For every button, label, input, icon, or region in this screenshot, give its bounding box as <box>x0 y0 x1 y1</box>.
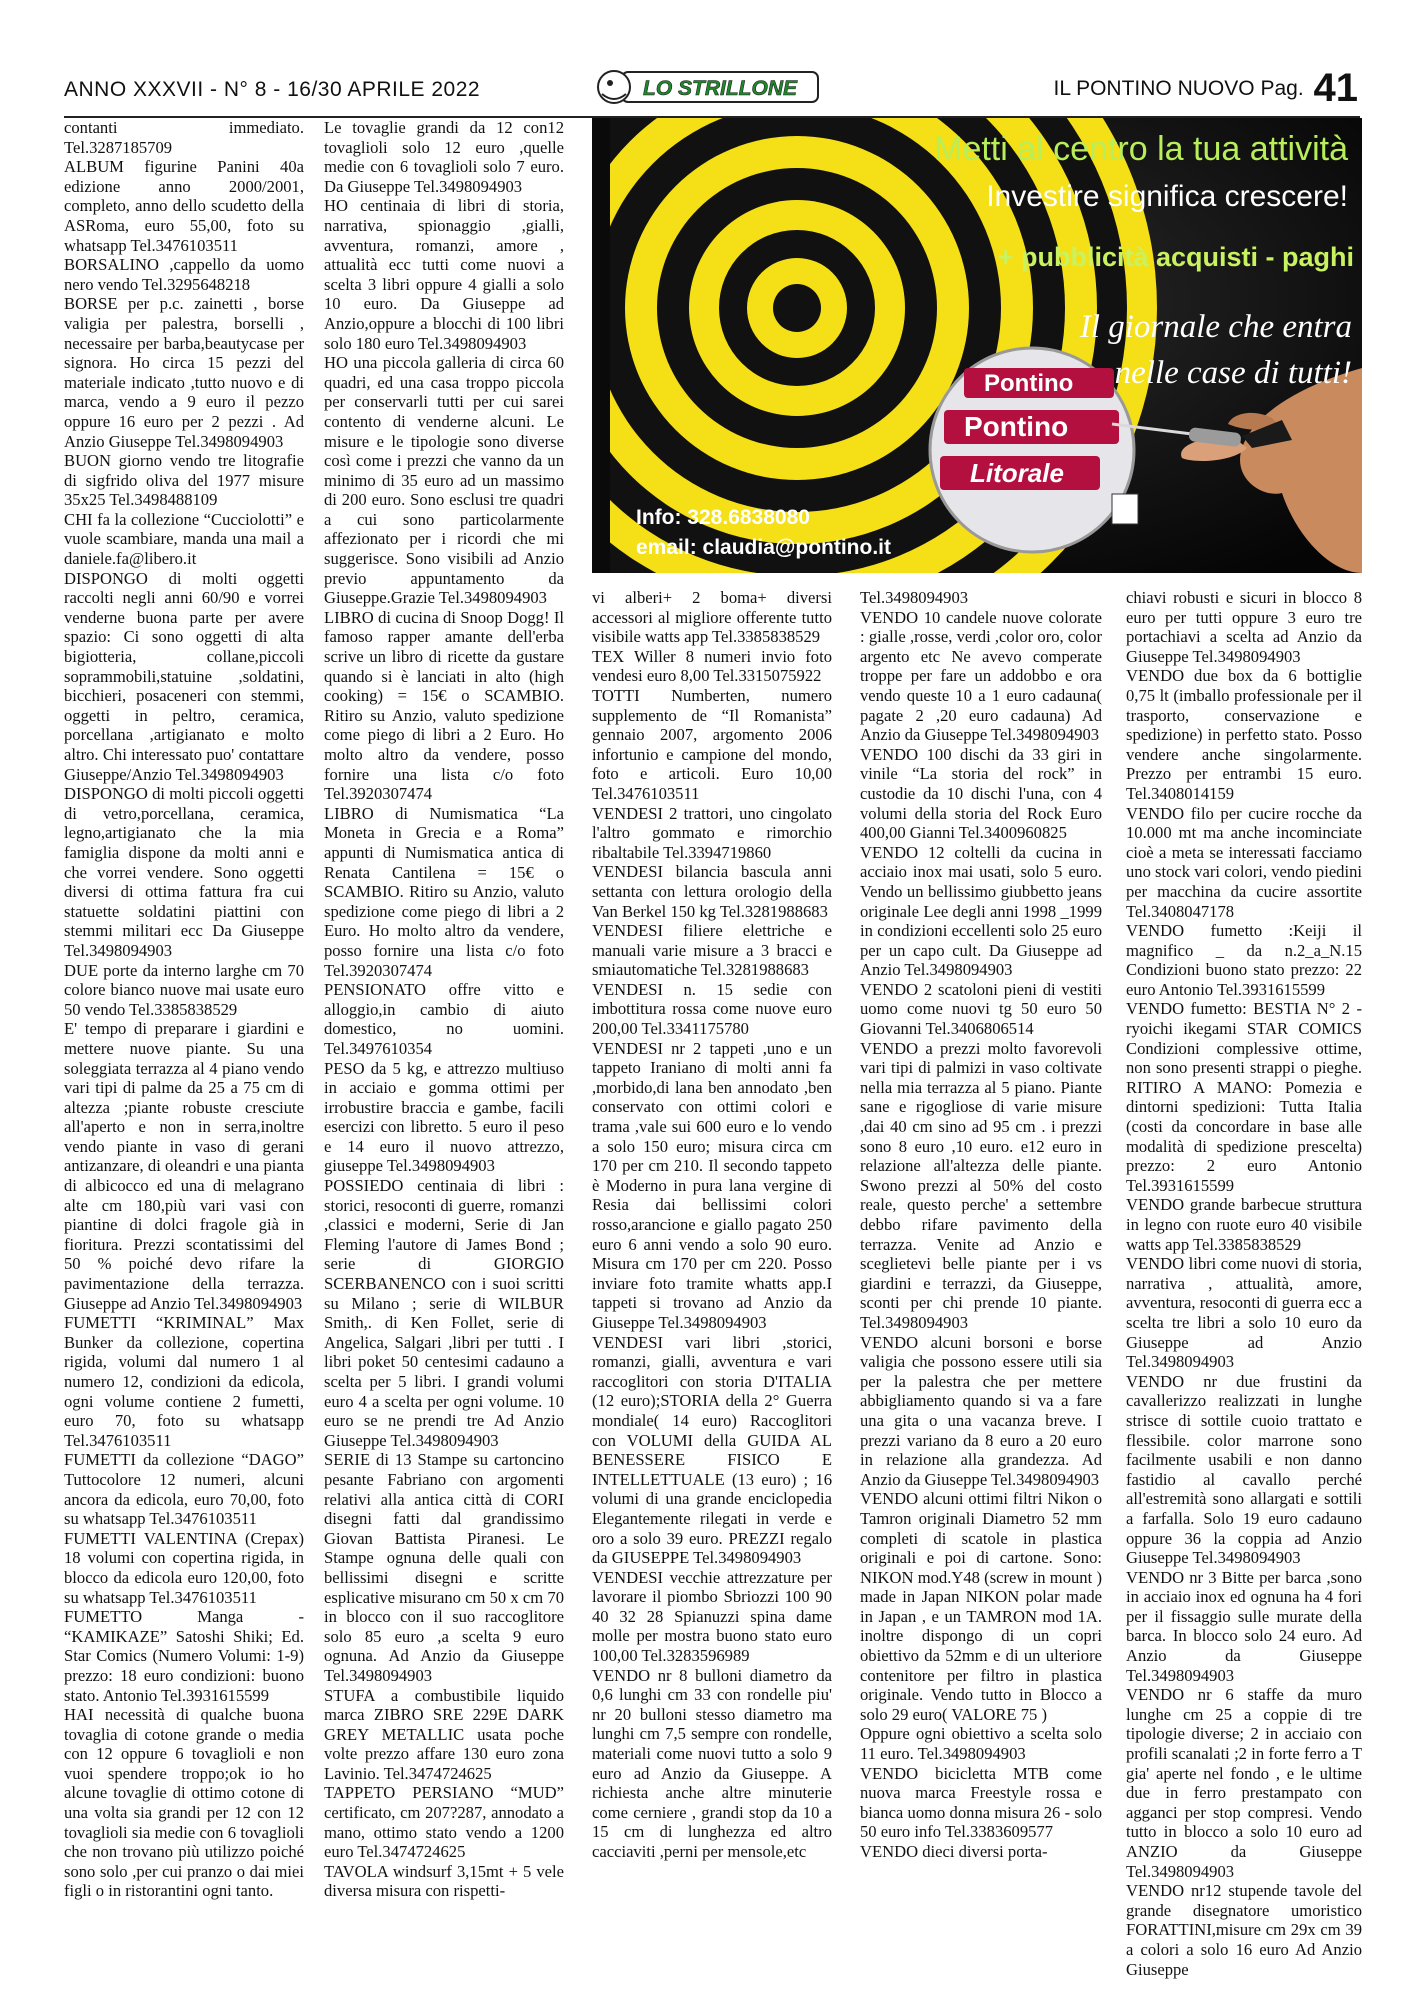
classified-ad: LIBRO di Numismatica “La Moneta in Grecia e a Roma” appunti di Numismatica antica di Renata Cantilena = 15€ o SCAMBIO. Ritiro su Anzio, valuto spedizione come piego di libri a 2 Euro. Ho molto altro da vendere, posso fornire una lista c/o foto Tel.3920307474 <box>324 803 564 980</box>
classifieds-column-1 <box>64 118 304 1901</box>
classifieds-column-4 <box>860 588 1102 1862</box>
classified-ad: VENDO a prezzi molto favorevoli vari tipi di palmizi in vaso coltivate nella mia terrazza al 5 piano. Piante sane e rigogliose di varie misure ,dai 40 cm sino ad 95 cm . i prezzi sono 8 euro ,10 euro. e12 euro in relazione all'altezza delle piante. Swono prezzi al 50% del costo reale, questo perche' a settembre debbo rifare pavimento della terrazza. Venite ad Anzio e sceglietevi belle piante per i vs giardini e terrazzi, da Giuseppe, sconti per chi prende 10 piante. Tel.3498094903 <box>860 1038 1102 1332</box>
classifieds-column-5 <box>1126 588 1362 1979</box>
classified-ad: ALBUM figurine Panini 40a edizione anno 2000/2001, completo, anno dello scudetto della ASRoma, euro 55,00, foto su whatsapp Tel.3476103511 <box>64 157 304 255</box>
classified-ad: DISPONGO di molti piccoli oggetti di vetro,porcellana, ceramica, legno,artigianato che la mia famiglia dispone da molti anni e che vorrei vendere. Sono oggetti diversi di ottima fattura fra cui statuette soldatini piattini con stemmi militari ecc Da Giuseppe Tel.3498094903 <box>64 784 304 960</box>
classified-ad: BUON giorno vendo tre litografie di sigfrido oliva del 1977 misure 35x25 Tel.3498488109 <box>64 451 304 510</box>
classified-ad: VENDO grande barbecue struttura in legno con ruote euro 40 visibile watts app Tel.3385838529 <box>1126 1195 1362 1254</box>
classified-ad: VENDESI vecchie attrezzature per lavorare il piombo Sbriozzi 100 90 40 32 28 Spianuzzi spina dame molle per mostra buono stato euro 100,00 Tel.3283596989 <box>592 1567 832 1666</box>
lo-strillone-logo <box>592 64 832 108</box>
classified-ad: DISPONGO di molti oggetti raccolti negli anni 60/90 e vorrei venderne buona parte per avere spazio: Ci sono oggetti di alta bigiotteria, collane,piccoli soprammobili,statuine ,soldatini, bicchieri, posaceneri con stemmi, oggetti in peltro, ceramica, porcellana ,artigianato e molto altro. Chi interessato puo' contattare Giuseppe/Anzio Tel.3498094903 <box>64 568 304 784</box>
classified-ad: VENDO nr 8 bulloni diametro da 0,6 lunghi cm 33 con rondelle piu' nr 20 bulloni stesso diametro ma lunghi cm 7,5 sempre con rondelle, materiali come nuovi tutto a solo 9 euro ad Anzio da Giuseppe. A richiesta anche altre minuterie come cerniere , grandi stop da 10 a 15 cm di lunghezza ed altro cacciaviti ,perni per mensole,etc <box>592 1665 832 1861</box>
classified-ad: FUMETTO Manga - “KAMIKAZE” Satoshi Shiki; Ed. Star Comics (Numero Volumi: 1-9) prezzo: 18 euro condizioni: buono stato. Antonio Tel.3931615599 <box>64 1607 304 1705</box>
classified-ad: BORSE per p.c. zainetti , borse valigia per palestra, borselli , necessaire per barba,beautycase per signora. Ho circa 15 pezzi del materiale indicato ,tutto nuovo e di marca, vendo a 9 euro il pezzo oppure 16 euro per 2 pezzi . Ad Anzio Giuseppe Tel.3498094903 <box>64 294 304 451</box>
page-label: Pag. <box>1260 77 1304 100</box>
classified-ad: Tel.3498094903 <box>860 588 969 607</box>
classified-ad: Le tovaglie grandi da 12 con12 tovaglioli solo 12 euro ,quelle medie con 6 tovaglioli solo 7 euro. Da Giuseppe Tel.3498094903 <box>324 118 564 196</box>
ad-headline: Metti al centro la tua attività <box>934 130 1348 168</box>
classified-ad: HAI necessità di qualche buona tovaglia di cotone grande o media con 12 oppure 6 tovaglioli e non vuoi spendere troppo;ok io ho alcune tovaglie di ottimo cotone di una volta sia grandi per 12 con 12 tovaglioli sia medie con 6 tovaglioli che non trovano più utilizzo poiché sono solo ,per cui pranzo o dai miei figli o in ristorantini ogni tanto. <box>64 1705 304 1901</box>
classified-ad: PESO da 5 kg, e attrezzo multiuso in acciaio e gomma ottimi per irrobustire braccia e gambe, facili esercizi con libretto. 5 euro il peso e 14 euro il nuovo attrezzo, giuseppe Tel.3498094903 <box>324 1058 564 1176</box>
classified-ad: VENDO fumetto :Keiji il magnifico _ da n.2_a_N.15 Condizioni buono stato prezzo: 22 euro Antonio Tel.3931615599 <box>1126 921 1362 999</box>
classified-ad: VENDO dieci diversi porta- <box>860 1842 1048 1861</box>
ad-paper-2: Pontino <box>964 411 1069 442</box>
classified-ad: E' tempo di preparare i giardini e mettere nuove piante. Su una soleggiata terrazza al 4 piano vendo vari tipi di palme da 25 a 75 cm di altezza ;piante robuste cresciute all'aperto e non in serra,inoltre vendo piante in vaso di gerani antizanzare, di oleandri e una pianta di albicocco ed una di melagrano alte cm 180,più vari vasi con piantine di dolci fragole già in fioritura. Prezzi scontatissimi del 50 % poiché devo rifare la pavimentazione della terrazza. Giuseppe ad Anzio Tel.3498094903 <box>64 1019 304 1313</box>
ad-slogan-line-2: nelle case di tutti! <box>1114 355 1352 391</box>
ad-subhead: Investire significa crescere! <box>986 180 1348 213</box>
classified-ad: TAPPETO PERSIANO “MUD” certificato, cm 207?287, annodato a mano, ottimo stato vendo a 1200 euro Tel.3474724625 <box>324 1783 564 1862</box>
classified-ad: DUE porte da interno larghe cm 70 colore bianco nuove mai usate euro 50 vendo Tel.3385838529 <box>64 960 304 1019</box>
classified-ad: VENDO nr 6 staffe da muro lunghe cm 25 a coppie di tre tipologie diverse; 2 in acciaio con profili scanalati ;2 in forte ferro a T gia' aperte nel fondo , e le ultime due in ferro prestampato con agganci per stop compresi. Vendo tutto in blocco a solo 10 euro ad ANZIO da Giuseppe Tel.3498094903 <box>1126 1685 1362 1881</box>
classified-ad: LIBRO di cucina di Snoop Dogg! Il famoso rapper amante dell'erba scrive un libro di ricette da gustare quando si è lanciati in alto (high cooking) = 15€ o SCAMBIO. Ritiro su Anzio, valuto spedizione come piego di libri a 2 Euro. Ho molto altro da vendere, posso fornire una lista c/o foto Tel.3920307474 <box>324 607 564 804</box>
classifieds-column-2 <box>324 118 564 1901</box>
classified-ad: contanti immediato. Tel.3287185709 <box>64 118 304 157</box>
classified-ad: SERIE di 13 Stampe su cartoncino pesante Fabriano con argomenti relativi alla antica città di CORI disegni fatti dal grandissimo Giovan Battista Piranesi. Le Stampe ognuna delle quali con bellissimi disegni e scritte esplicative misurano cm 50 x cm 70 in blocco con il suo raccoglitore solo 85 euro ,a scelta 9 euro ognuna. Ad Anzio da Giuseppe Tel.3498094903 <box>324 1450 564 1685</box>
classified-ad: CHI fa la collezione “Cucciolotti” e vuole scambiare, manda una mail a daniele.fa@libero.it <box>64 509 304 569</box>
ad-paper-1: Pontino <box>984 370 1074 397</box>
ad-email: email: claudia@pontino.it <box>636 536 891 559</box>
classified-ad: FUMETTI “KRIMINAL” Max Bunker da collezione, copertina rigida, volumi dal numero 1 al numero 12, condizioni da edicola, ogni volume contiene 2 fumetti, euro 70, foto su whatsapp Tel.3476103511 <box>64 1313 304 1450</box>
classified-ad: TOTTI Numberten, numero supplemento de “Il Romanista” gennaio 2007, argomento 2006 infortunio e campione del mondo, foto e articoli. Euro 10,00 Tel.3476103511 <box>592 685 832 803</box>
classified-ad: VENDO filo per cucire rocche da 10.000 mt ma anche incominciate cioè a meta se interessati facciamo uno stock vari colori, vendo piedini per macchina da cucire assortite Tel.3408047178 <box>1126 803 1362 921</box>
classified-ad: VENDO due box da 6 bottiglie 0,75 lt (imballo professionale per il trasporto, conservazione e spedizione) in perfetto stato. Posso vendere anche singolarmente. Prezzo per entrambi 15 euro. Tel.3408014159 <box>1126 666 1362 803</box>
classified-ad: Oppure ogni obiettivo a scelta solo 11 euro. Tel.3498094903 <box>860 1724 1102 1764</box>
ad-slogan-line-1: Il giornale che entra <box>1079 309 1352 345</box>
classified-ad: VENDO libri come nuovi di storia, narrativa , attualità, amore, avventura, resoconti di guerra ecc a scelta tre libri a solo 10 euro da Giuseppe ad Anzio Tel.3498094903 <box>1126 1254 1362 1372</box>
classified-ad: VENDO 10 candele nuove colorate : gialle ,rosse, verdi ,color oro, color argento etc Ne avevo comperate troppe per fare un addobbo e ora vendo queste 10 a 1 euro cadauna( pagate 2 ,20 euro cadauna) Ad Anzio da Giuseppe Tel.3498094903 <box>860 607 1102 745</box>
classified-ad: VENDO fumetto: BESTIA N° 2 - ryoichi ikegami STAR COMICS Condizioni complessive ottime, non sono presenti strappi o pieghe. RITIRO A MANO: Pomezia e dintorni spedizioni: Tutta Italia (costi da concordare in base alle modalità di spedizione prescelta) prezzo: 2 euro Antonio Tel.3931615599 <box>1126 999 1362 1195</box>
page-header <box>64 62 1358 114</box>
classified-ad: VENDO nr due frustini da cavallerizzo realizzati in lunghe strisce di sottile cuoio trattato e flessibile. color marrone sono facilmente usabili e non danno fastidio al cavallo perché all'estremità sono allargati e sottili a farfalla. Solo 19 euro cadauno oppure 36 la coppia ad Anzio Giuseppe Tel.3498094903 <box>1126 1371 1362 1568</box>
classified-ad: BORSALINO ,cappello da uomo nero vendo Tel.3295648218 <box>64 255 304 294</box>
classified-ad: VENDO 12 coltelli da cucina in acciaio inox mai usati, solo 5 euro. Vendo un bellissimo giubbetto jeans originale Lee degli anni 1998 _1999 in condizioni eccellenti solo 25 euro per un capo cult. Da Giuseppe ad Anzio Tel.3498094903 <box>860 842 1102 980</box>
classified-ad: HO una piccola galleria di circa 60 quadri, ed una casa troppo piccola per conservarli tutti per cui sarei contento di venderne alcuni. Le misure e le tipologie sono diverse così come i prezzi che vanno da un minimo di 35 euro ad un massimo di 200 euro. Sono esclusi tre quadri a cui sono particolarmente affezionato per i ricordi che mi suggerisce. Sono visibili ad Anzio previo appuntamento da Giuseppe.Grazie Tel.3498094903 <box>324 353 564 608</box>
ad-phone: Info: 328.6838080 <box>636 506 810 529</box>
page-indicator <box>1054 66 1358 111</box>
classified-ad: VENDESI vari libri ,storici, romanzi, gialli, avventura e vari raccoglitori con storia D'ITALIA (12 euro);STORIA della 2° Guerra mondiale( 14 euro) Raccoglitori con VOLUMI della GUIDA AL BENESSERE FISICO E INTELLETTUALE (13 euro) ; 16 volumi di una grande enciclopedia Elegantemente rilegati in verde e oro a solo 39 euro. PREZZI regalo da GIUSEPPE Tel.3498094903 <box>592 1332 832 1568</box>
classified-ad: vi alberi+ 2 boma+ diversi accessori al migliore offerente tutto visibile watts app Tel.3385838529 <box>592 588 832 647</box>
ad-slogan <box>972 304 1352 396</box>
classified-ad: VENDESI filiere elettriche e manuali varie misure a 3 bracci e smiautomatiche Tel.3281988683 <box>592 921 832 980</box>
classified-ad: FUMETTI VALENTINA (Crepax) 18 volumi con copertina rigida, in blocco da edicola euro 120,00, foto su whatsapp Tel.3476103511 <box>64 1528 304 1607</box>
classified-ad: FUMETTI da collezione “DAGO” Tuttocolore 12 numeri, alcuni ancora da edicola, euro 70,00, foto su whatsapp Tel.3476103511 <box>64 1450 304 1529</box>
classified-ad: VENDO bicicletta MTB come nuova marca Freestyle rossa e bianca uomo donna misura 26 - solo 50 euro info Tel.3383609577 <box>860 1763 1102 1842</box>
classified-ad: VENDESI 2 trattori, uno cingolato l'altro gommato e rimorchio ribaltabile Tel.3394719860 <box>592 803 832 862</box>
classifieds-column-3 <box>592 588 832 1862</box>
classified-ad: PENSIONATO offre vitto e alloggio,in cambio di aiuto domestico, no uomini. Tel.3497610354 <box>324 980 564 1058</box>
classified-ad: VENDO alcuni ottimi filtri Nikon o Tamron originali Diametro 52 mm completi di scatole in plastica originali e poi di cartone. Sono: NIKON mod.Y48 (screw in mount ) made in Japan NIKON polar made in Japan , e un TAMRON mod 1A. inoltre dispongo di un copri obiettivo da 52mm e di un ulteriore contenitore per filtro in plastica originale. Vendo tutto in Blocco a solo 29 euro( VALORE 75 ) <box>860 1489 1102 1724</box>
classified-ad: VENDESI n. 15 sedie con imbottitura rossa come nuove euro 200,00 Tel.3341175780 <box>592 979 832 1039</box>
classified-ad: chiavi robusti e sicuri in blocco 8 euro per tutti oppure 3 euro tre portachiavi a scelta ad Anzio da Giuseppe Tel.3498094903 <box>1126 588 1362 666</box>
classified-ad: POSSIEDO centinaia di libri : storici, resoconti di guerre, romanzi ,classici e moderni, Serie di Jan Fleming l'autore di James Bond ; serie di GIORGIO SCERBANENCO con i suoi scritti su Milano ; serie di WILBUR Smith,. di Ken Follet, serie di Angelica, Salgari ,libri per tutti . I libri poket 50 centesimi cadauno a scelta per 5 libri. I grandi volumi euro 4 a scelta per ogni volume. 10 euro se ne prendi tre Ad Anzio Giuseppe Tel.3498094903 <box>324 1176 564 1450</box>
classified-ad: VENDO alcuni borsoni e borse valigia che possono essere utili sia per la palestra che per mettere abbigliamento quando si va a fare una gita o una vacanza breve. I prezzi variano da 8 euro a 20 euro in relazione alla grandezza. Ad Anzio da Giuseppe Tel.3498094903 <box>860 1332 1102 1489</box>
ad-paper-3: Litorale <box>970 458 1064 488</box>
classified-ad: VENDESI nr 2 tappeti ,uno e un tappeto Iraniano di molti anni fa ,morbido,di lana ben annodato ,ben conservato con ottimi colori e trama ,vale sui 600 euro e lo vendo a solo 150 euro; misura circa cm 170 per cm 210. Il secondo tappeto è Moderno in pura lana vergine di Resia dai bellissimi colori rosso,arancione e giallo pagato 250 euro 6 anni vendo a solo 90 euro. Misura cm 170 per cm 220. Posso inviare foto tramite whatts app.I tappeti si trovano ad Anzio da Giuseppe Tel.3498094903 <box>592 1038 832 1332</box>
classified-ad: VENDO nr12 stupende tavole del grande disegnatore umoristico FORATTINI,misure cm 29x cm 39 a colori a solo 16 euro Ad Anzio Giuseppe <box>1126 1881 1362 1979</box>
page-number: 41 <box>1313 66 1358 110</box>
classified-ad: HO centinaia di libri di storia, narrativa, spionaggio ,gialli, avventura, romanzi, amore , attualità ecc tutti come nuovi a scelta 3 libri oppure 4 gialli a solo 10 euro. Da Giuseppe ad Anzio,oppure a blocchi di 100 libri solo 180 euro Tel.3498094903 <box>324 196 564 353</box>
classified-ad: VENDESI bilancia bascula anni settanta con lettura orologio della Van Berkel 150 kg Tel.3281988683 <box>592 862 832 921</box>
logo-wordmark: LO STRILLONE <box>643 77 797 100</box>
classified-ad: STUFA a combustibile liquido marca ZIBRO SRE 229E DARK GREY METALLIC usata poche volte prezzo affare 130 euro zona Lavinio. Tel.3474724625 <box>324 1685 564 1783</box>
classified-ad: VENDO 100 dischi da 33 giri in vinile “La storia del rock” in custodie da 10 dischi l'una, con 4 volumi della storia del Rock Euro 400,00 Gianni Tel.3400960825 <box>860 744 1102 843</box>
classified-ad: TAVOLA windsurf 3,15mt + 5 vele diversa misura con rispetti- <box>324 1861 564 1901</box>
classified-ad: VENDO 2 scatoloni pieni di vestiti uomo come nuovi tg 50 euro 50 Giovanni Tel.3406806514 <box>860 979 1102 1039</box>
ad-tagline: + pubblicità acquisti - paghi <box>997 242 1354 272</box>
advertisement <box>592 118 1362 573</box>
classified-ad: VENDO nr 3 Bitte per barca ,sono in acciaio inox ed ognuna ha 4 fori per il fissaggio sulle murate della barca. In blocco solo 24 euro. Ad Anzio da Giuseppe Tel.3498094903 <box>1126 1567 1362 1685</box>
issue-line: ANNO XXXVII - N° 8 - 16/30 APRILE 2022 <box>64 78 481 101</box>
paper-name: IL PONTINO NUOVO <box>1053 77 1255 100</box>
classified-ad: TEX Willer 8 numeri invio foto vendesi euro 8,00 Tel.3315075922 <box>592 646 832 686</box>
